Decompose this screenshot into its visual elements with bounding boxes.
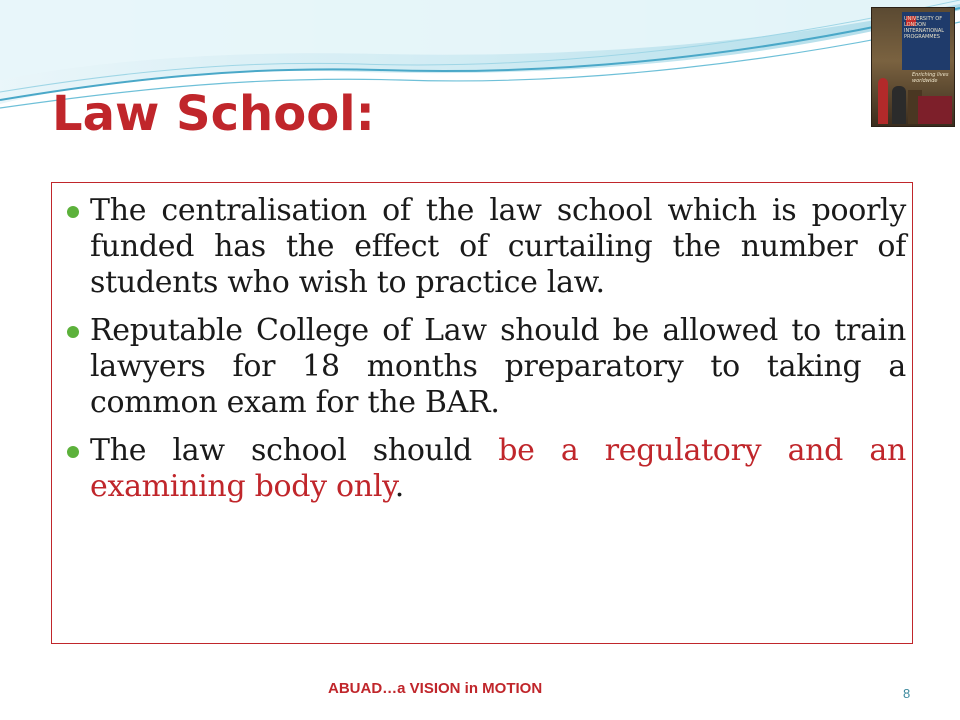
page-number: 8 [903, 686, 911, 701]
bullet-list [52, 193, 914, 517]
slide-title: Law School: [52, 86, 375, 142]
banner-text: UNIVERSITY OF LONDON INTERNATIONAL PROGRAMMES [904, 16, 945, 40]
bullet-icon [67, 206, 79, 218]
bullet-item [52, 193, 914, 301]
graduation-ceremony-photo [871, 7, 955, 127]
bullet-icon [67, 446, 79, 458]
bullet-text: Reputable College of Law should be allowed to train lawyers for 18 months preparatory to taking a common exam for the BAR. [90, 313, 906, 420]
bullet-text: The centralisation of the law school which is poorly funded has the effect of curtailing the number of students who wish to practice law. [90, 193, 906, 300]
graduate-figure [878, 78, 888, 124]
graduate-figure [892, 86, 906, 124]
bullet-icon [67, 326, 79, 338]
bullet-text-before: The law school should [90, 433, 499, 468]
bullet-item [52, 313, 914, 421]
audience-figures [918, 96, 952, 124]
photo-caption: Enriching lives worldwide [912, 72, 949, 84]
bullet-item [52, 433, 914, 505]
footer-motto: ABUAD…a VISION in MOTION [328, 680, 543, 697]
bullet-text-after: . [394, 469, 405, 504]
bullet-highlight: be a regulatory and an examining body only [90, 433, 906, 504]
content-box [51, 182, 913, 644]
